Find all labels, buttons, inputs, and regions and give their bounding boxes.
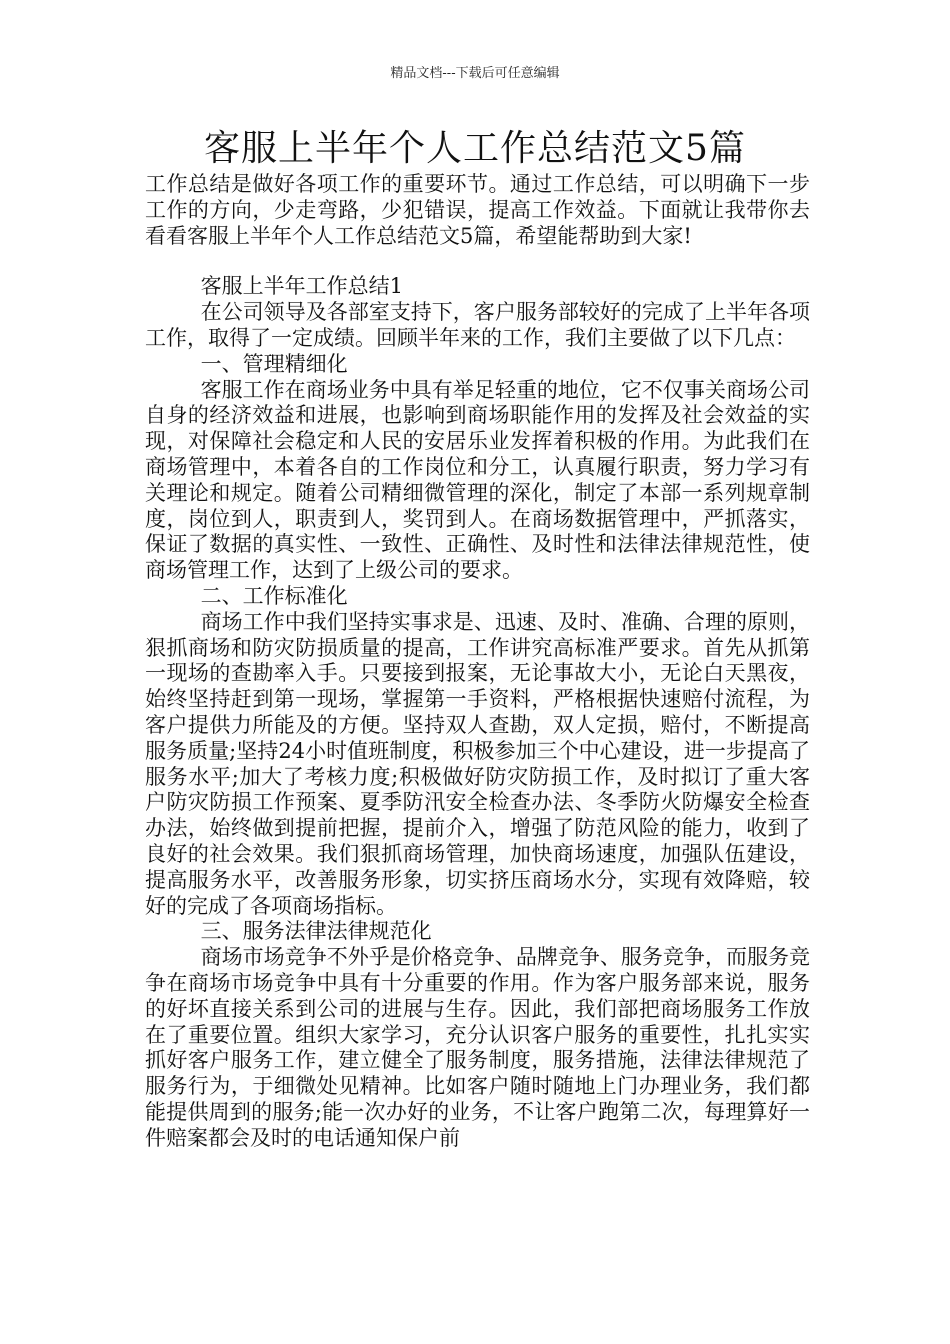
section-title: 客服上半年工作总结1 — [200, 274, 404, 299]
header-note: 精品文档---下载后可任意编辑 — [390, 66, 560, 81]
heading-service: 三、服务法律法律规范化 — [200, 919, 432, 944]
paragraph: 商场市场竞争不外乎是价格竞争、品牌竞争、服务竞争，而服务竞争在商场市场竞争中具有十分重要的作用。作为客户服务部来说，服务的好坏直接关系到公司的进展与生存。因此，我们部把商场服务工作放在了重要位置。组织大家学习，充分认识客户服务的重要性，扎扎实实抓好客户服务工作，建立健全了服务制度，服务措施，法律法律规范了服务行为，于细微处见精神。比如客户随时随地上门办理业务，我们都能提供周到的服务;能一次办好的业务，不让客户跑第二次，每理算好一件赔案都会及时的电话通知保户前 — [145, 945, 810, 1150]
heading-standardization: 二、工作标准化 — [200, 583, 348, 608]
document-body — [145, 172, 810, 1151]
document-title: 客服上半年个人工作总结范文5篇 — [204, 128, 746, 169]
heading-management: 一、管理精细化 — [200, 351, 348, 376]
intro-paragraph: 工作总结是做好各项工作的重要环节。通过工作总结，可以明确下一步工作的方向，少走弯路，少犯错误，提高工作效益。下面就让我带你去看看客服上半年个人工作总结范文5篇，希望能帮助到大家! — [145, 172, 810, 248]
paragraph: 商场工作中我们坚持实事求是、迅速、及时、准确、合理的原则，狠抓商场和防灾防损质量的提高，工作讲究高标准严要求。首先从抓第一现场的查勘率入手。只要接到报案，无论事故大小，无论白天黑夜，始终坚持赶到第一现场，掌握第一手资料，严格根据快速赔付流程，为客户提供力所能及的方便。坚持双人查勘，双人定损，赔付，不断提高服务质量;坚持24小时值班制度，积极参加三个中心建设，进一步提高了服务水平;加大了考核力度;积极做好防灾防损工作，及时拟订了重大客户防灾防损工作预案、夏季防汛安全检查办法、冬季防火防爆安全检查办法，始终做到提前把握，提前介入，增强了防范风险的能力，收到了良好的社会效果。我们狠抓商场管理，加快商场速度，加强队伍建设，提高服务水平，改善服务形象，切实挤压商场水分，实现有效降赔，较好的完成了各项商场指标。 — [145, 609, 810, 918]
paragraph: 客服工作在商场业务中具有举足轻重的地位，它不仅事关商场公司自身的经济效益和进展，也影响到商场职能作用的发挥及社会效益的实现，对保障社会稳定和人民的安居乐业发挥着积极的作用。为此我们在商场管理中，本着各自的工作岗位和分工，认真履行职责，努力学习有关理论和规定。随着公司精细微管理的深化，制定了本部一系列规章制度，岗位到人，职责到人，奖罚到人。在商场数据管理中，严抓落实，保证了数据的真实性、一致性、正确性、及时性和法律法律规范性，使商场管理工作，达到了上级公司的要求。 — [145, 377, 810, 583]
paragraph: 在公司领导及各部室支持下，客户服务部较好的完成了上半年各项工作，取得了一定成绩。回顾半年来的工作，我们主要做了以下几点： — [145, 300, 810, 350]
